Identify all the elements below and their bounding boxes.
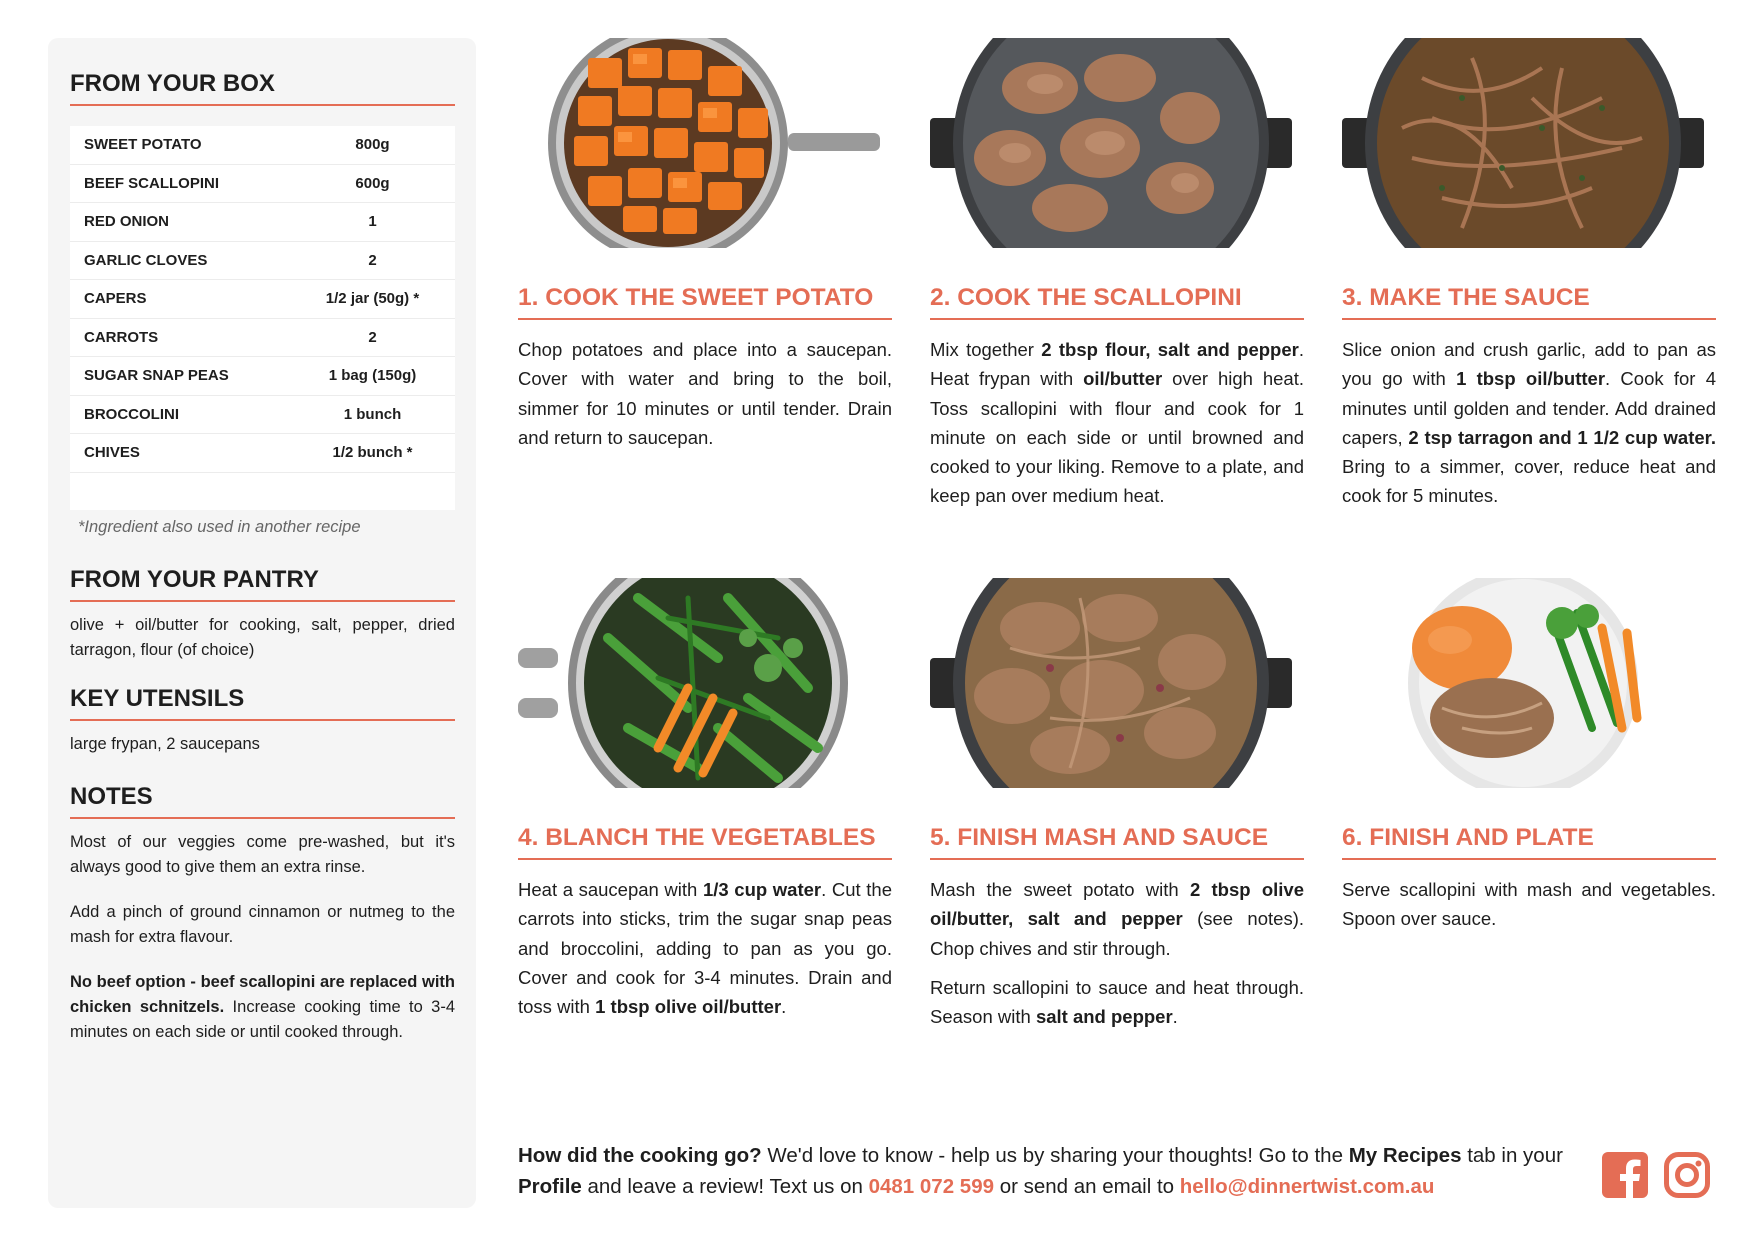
ingredient-row: [70, 126, 455, 165]
step-text: Heat a saucepan with: [518, 879, 703, 900]
ingredient-qty: 2: [368, 251, 377, 269]
ingredient-row: [70, 280, 455, 319]
step-3-photo: [1342, 38, 1704, 248]
step-6-title: 6. FINISH AND PLATE: [1342, 824, 1716, 860]
note-2: Add a pinch of ground cinnamon or nutmeg to the mash for extra flavour.: [70, 903, 455, 946]
ingredient-row: [70, 319, 455, 358]
ingredient-footnote: *Ingredient also used in another recipe: [78, 518, 361, 536]
ingredient-qty: 1/2 bunch *: [332, 444, 413, 462]
step-text-bold: 1/3 cup water: [702, 879, 822, 900]
ingredient-name: SWEET POTATO: [84, 136, 202, 154]
facebook-icon[interactable]: [1602, 1152, 1648, 1198]
step-1-text: [518, 335, 892, 452]
ingredient-qty: 1 bunch: [343, 405, 402, 423]
phone-link[interactable]: 0481 072 599: [868, 1175, 994, 1198]
note-1: Most of our veggies come pre-washed, but it's always good to give them an extra rinse.: [70, 833, 455, 876]
step-text: . Cook for 4 minutes until golden and tender. Add drained capers,: [1342, 368, 1716, 448]
ingredient-name: SUGAR SNAP PEAS: [84, 367, 229, 385]
step-text-bold: 2 tsp tarragon and 1 1/2 cup water.: [1408, 426, 1716, 448]
ingredient-name: RED ONION: [84, 213, 170, 231]
key-utensils-heading: KEY UTENSILS: [70, 685, 455, 721]
step-text: Mix together: [930, 339, 1042, 360]
step-text: Slice onion and crush garlic, add to pan as you go with: [1342, 339, 1716, 390]
footer-text-3: and leave a review! Text us on: [581, 1175, 869, 1198]
step-text: .: [1172, 1006, 1178, 1028]
step-3-text: [1342, 335, 1716, 511]
ingredient-name: CHIVES: [84, 444, 140, 462]
step-5-photo: [930, 578, 1292, 788]
utensils-text: large frypan, 2 saucepans: [70, 735, 260, 753]
ingredient-row: [70, 165, 455, 204]
step-4-photo: [518, 578, 880, 788]
ingredient-qty: 800g: [355, 136, 390, 154]
email-link[interactable]: hello@dinnertwist.com.au: [1179, 1175, 1435, 1198]
ingredient-qty: 1 bag (150g): [328, 367, 417, 385]
step-text-bold: 1 tbsp olive oil/butter: [595, 996, 782, 1018]
step-6-photo: [1342, 578, 1704, 788]
profile-link[interactable]: Profile: [518, 1175, 582, 1198]
step-5-title: 5. FINISH MASH AND SAUCE: [930, 824, 1304, 860]
step-text-paragraph-2: [930, 973, 1304, 1032]
step-text: Chop potatoes and place into a saucepan. Cover with water and bring to the boil, simmer for 10 minutes or until tender. Drain and return to saucepan.: [518, 339, 892, 448]
my-recipes-link[interactable]: My Recipes: [1348, 1144, 1462, 1167]
step-1-photo: [518, 38, 880, 248]
step-text: Mash the sweet potato with: [930, 879, 1190, 900]
step-text: Return scallopini to sauce and heat through. Season with: [930, 976, 1304, 1028]
from-your-box-heading: FROM YOUR BOX: [70, 70, 455, 106]
step-text-bold: salt and pepper: [1035, 1006, 1173, 1028]
step-text-bold: oil/butter: [1083, 368, 1163, 390]
step-2-text: [930, 335, 1304, 511]
step-text: .: [781, 996, 787, 1018]
step-text: Bring to a simmer, cover, reduce heat and cook for 5 minutes.: [1342, 456, 1716, 507]
note-3: [70, 970, 455, 1045]
instagram-icon[interactable]: [1664, 1152, 1710, 1198]
step-5-text: [930, 875, 1304, 1031]
step-text-bold: 2 tbsp flour, salt and pepper: [1041, 339, 1299, 360]
step-1-title: 1. COOK THE SWEET POTATO: [518, 284, 892, 320]
ingredient-name: CARROTS: [84, 328, 159, 346]
step-text: Serve scallopini with mash and vegetables. Spoon over sauce.: [1342, 879, 1716, 930]
step-4-text: [518, 875, 892, 1021]
note-3-bold: No beef option - beef scallopini are replaced with chicken schnitzels.: [70, 973, 455, 1016]
ingredient-row: [70, 434, 455, 473]
notes-heading: NOTES: [70, 783, 455, 819]
ingredient-qty: 2: [368, 328, 377, 346]
ingredient-name: BROCCOLINI: [84, 405, 179, 423]
step-4-title: 4. BLANCH THE VEGETABLES: [518, 824, 892, 860]
step-text: (see notes). Chop chives and stir through.: [930, 908, 1304, 959]
ingredient-name: BEEF SCALLOPINI: [84, 174, 220, 192]
step-text-bold: 1 tbsp oil/butter: [1456, 368, 1606, 390]
ingredient-qty: 600g: [355, 174, 390, 192]
ingredient-qty: 1: [368, 213, 377, 231]
footer-text-1: We'd love to know - help us by sharing your thoughts! Go to the: [761, 1144, 1349, 1167]
step-6-text: [1342, 875, 1716, 934]
footer-text-2: tab in your: [1461, 1144, 1563, 1167]
ingredient-name: GARLIC CLOVES: [84, 251, 208, 269]
ingredient-row: [70, 396, 455, 435]
step-text-bold: 2 tbsp olive oil/butter, salt and pepper: [930, 879, 1304, 930]
feedback-footer: [518, 1140, 1578, 1202]
footer-text-4: or send an email to: [994, 1175, 1180, 1198]
ingredient-row: [70, 203, 455, 242]
step-2-photo: [930, 38, 1292, 248]
step-text: over high heat. Toss scallopini with flour and cook for 1 minute on each side or until browned and cooked to your liking. Remove to a plate, and keep pan over medium heat.: [930, 368, 1304, 507]
ingredient-qty: 1/2 jar (50g) *: [325, 290, 420, 308]
ingredient-name: CAPERS: [84, 290, 147, 308]
from-your-pantry-heading: FROM YOUR PANTRY: [70, 566, 455, 602]
note-3-rest: Increase cooking time to 3-4 minutes on each side or until cooked through.: [70, 998, 455, 1041]
ingredient-row: [70, 242, 455, 281]
ingredients-sidebar: [48, 38, 476, 1208]
step-3-title: 3. MAKE THE SAUCE: [1342, 284, 1716, 320]
ingredient-row: [70, 357, 455, 396]
ingredients-table: [70, 126, 455, 510]
feedback-question: How did the cooking go?: [518, 1144, 762, 1167]
step-text: . Cut the carrots into sticks, trim the sugar snap peas and broccolini, adding to pan as you go. Cover and cook for 3-4 minutes. Drain and toss with: [518, 879, 892, 1018]
step-text: . Heat frypan with: [930, 339, 1304, 390]
step-2-title: 2. COOK THE SCALLOPINI: [930, 284, 1304, 320]
pantry-text: olive + oil/butter for cooking, salt, pepper, dried tarragon, flour (of choice): [70, 616, 455, 659]
